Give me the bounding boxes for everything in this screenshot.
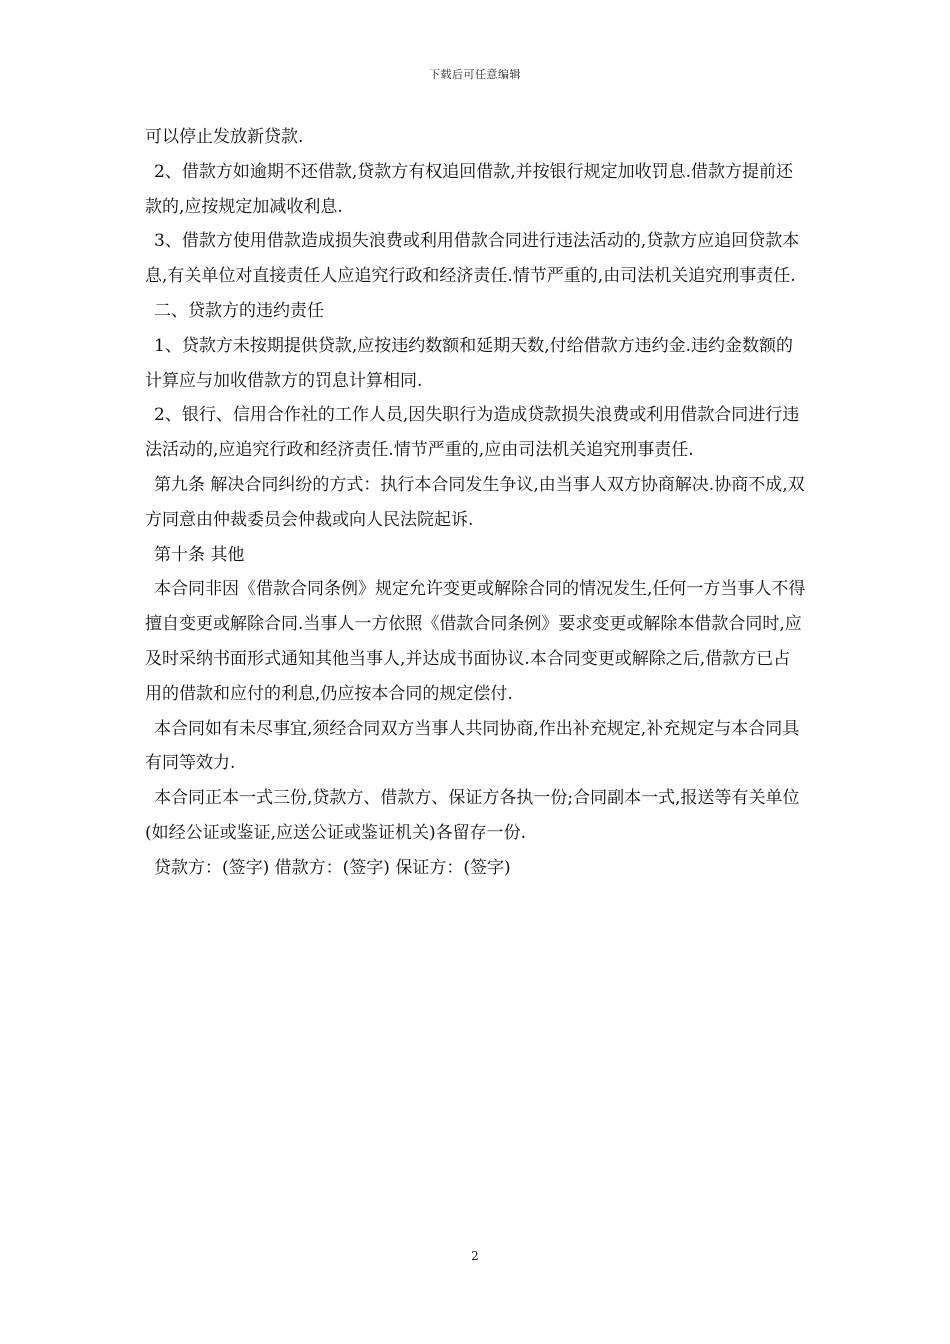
paragraph: 本合同非因《借款合同条例》规定允许变更或解除合同的情况发生,任何一方当事人不得擅自变更或解除合同.当事人一方依照《借款合同条例》要求变更或解除本借款合同时,应及时采纳书面形式通知其他当事人,并达成书面协议.本合同变更或解除之后,借款方已占用的借款和应付的利息,仍应按本合同的规定偿付. <box>145 579 806 704</box>
section-heading: 二、贷款方的违约责任 <box>154 300 324 321</box>
document-body <box>145 120 807 886</box>
header-note: 下载后可任意编辑 <box>429 68 521 81</box>
paragraph: 本合同如有未尽事宜,须经合同双方当事人共同协商,作出补充规定,补充规定与本合同具有同等效力. <box>145 718 800 774</box>
paragraph: 本合同正本一式三份,贷款方、借款方、保证方各执一份;合同副本一式,报送等有关单位(如经公证或鉴证,应送公证或鉴证机关)各留存一份. <box>145 788 800 843</box>
paragraph: 2、借款方如逾期不还借款,贷款方有权追回借款,并按银行规定加收罚息.借款方提前还款的,应按规定加减收利息. <box>145 161 794 217</box>
paragraph: 3、借款方使用借款造成损失浪费或利用借款合同进行违法活动的,贷款方应追回贷款本息,有关单位对直接责任人应追究行政和经济责任.情节严重的,由司法机关追究刑事责任. <box>145 231 800 287</box>
article-heading: 第十条 其他 <box>154 544 245 565</box>
paragraph: 2、银行、信用合作社的工作人员,因失职行为造成贷款损失浪费或利用借款合同进行违法活动的,应追究行政和经济责任.情节严重的,应由司法机关追究刑事责任. <box>145 405 800 461</box>
page-number: 2 <box>471 1249 479 1263</box>
signature-line: 贷款方：(签字) 借款方：(签字) 保证方：(签字) <box>154 857 511 878</box>
paragraph: 1、贷款方未按期提供贷款,应按违约数额和延期天数,付给借款方违约金.违约金数额的计算应与加收借款方的罚息计算相同. <box>145 335 794 391</box>
paragraph: 可以停止发放新贷款. <box>145 127 304 147</box>
article-paragraph: 第九条 解决合同纠纷的方式：执行本合同发生争议,由当事人双方协商解决.协商不成,双方同意由仲裁委员会仲裁或向人民法院起诉. <box>145 474 805 530</box>
